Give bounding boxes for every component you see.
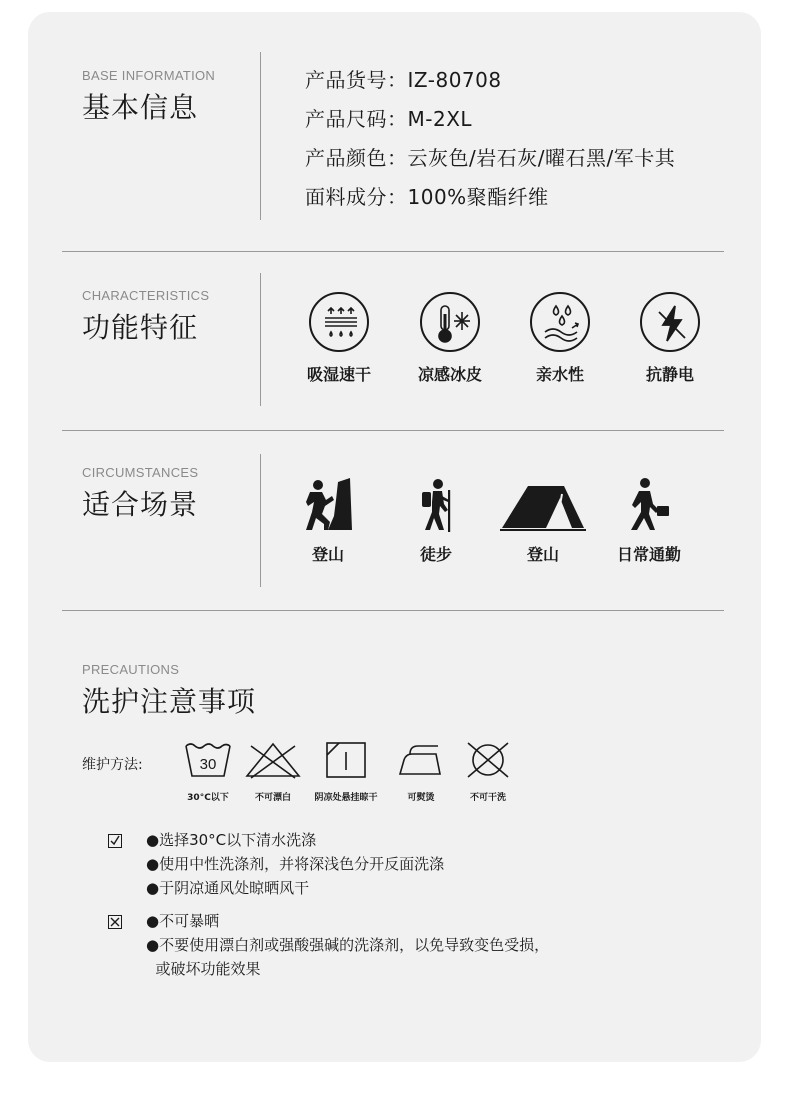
commuter-icon bbox=[619, 476, 679, 534]
feature-anti-static bbox=[620, 292, 720, 385]
hiker-icon bbox=[406, 476, 466, 534]
feature-hydrophilic bbox=[510, 292, 610, 385]
feature-label: 抗静电 bbox=[645, 365, 694, 384]
scene-label: 登山 bbox=[526, 545, 559, 564]
care-method-label: 维护方法: bbox=[82, 757, 143, 773]
care-caption: 不可漂白 bbox=[254, 793, 291, 803]
no-bleach-icon bbox=[243, 740, 303, 780]
care-do-item: ●使用中性洗涤剂，并将深浅色分开反面洗涤 bbox=[146, 855, 445, 873]
care-dont-item: ●不可暴晒 bbox=[146, 912, 220, 930]
basic-divider bbox=[260, 52, 261, 220]
scene-climbing bbox=[273, 476, 383, 565]
hydrophilic-drops-icon bbox=[532, 294, 592, 354]
scene-camping bbox=[488, 476, 598, 565]
anti-static-bolt-icon bbox=[642, 294, 702, 354]
care-no-dry-clean bbox=[448, 740, 528, 803]
care-caption: 阴凉处悬挂晾干 bbox=[314, 793, 378, 803]
iron-icon bbox=[396, 740, 446, 780]
feature-label: 亲水性 bbox=[535, 365, 584, 384]
care-line-dry-shade bbox=[306, 740, 386, 803]
care-dont-item: ●不要使用漂白剂或强酸强碱的洗涤剂，以免导致变色受损， bbox=[146, 936, 550, 954]
features-title-cn: 功能特征 bbox=[82, 311, 199, 344]
cross-box-icon bbox=[108, 915, 122, 929]
care-caption: 30°C以下 bbox=[187, 793, 229, 803]
feature-label: 凉感冰皮 bbox=[417, 365, 482, 384]
section-separator bbox=[62, 251, 724, 252]
scene-hiking bbox=[381, 476, 491, 565]
basic-title-en: BASE INFORMATION bbox=[82, 68, 216, 83]
care-caption: 可熨烫 bbox=[407, 793, 435, 803]
info-row-fabric: 面料成分：100%聚酯纤维 bbox=[305, 185, 549, 209]
feature-label: 吸湿速干 bbox=[306, 365, 371, 384]
wash-30-icon bbox=[183, 740, 233, 780]
line-dry-shade-icon bbox=[324, 740, 368, 780]
scene-label: 登山 bbox=[311, 545, 344, 564]
features-divider bbox=[260, 273, 261, 406]
check-box-icon bbox=[108, 834, 122, 848]
scene-commute bbox=[594, 476, 704, 565]
feature-moisture-wicking bbox=[289, 292, 389, 385]
care-caption: 不可干洗 bbox=[469, 793, 506, 803]
section-separator bbox=[62, 430, 724, 431]
info-row-sku: 产品货号：IZ-80708 bbox=[305, 68, 502, 92]
cooling-thermometer-icon bbox=[422, 294, 482, 354]
no-dry-clean-icon bbox=[460, 740, 516, 780]
care-do-item: ●选择30°C以下清水洗涤 bbox=[146, 831, 317, 849]
scenes-title-en: CIRCUMSTANCES bbox=[82, 465, 199, 480]
scene-label: 徒步 bbox=[419, 545, 452, 564]
info-row-size: 产品尺码：M-2XL bbox=[305, 107, 473, 131]
basic-title-cn: 基本信息 bbox=[82, 91, 199, 124]
features-title-en: CHARACTERISTICS bbox=[82, 288, 210, 303]
moisture-wicking-icon bbox=[311, 294, 371, 354]
care-title-en: PRECAUTIONS bbox=[82, 662, 180, 677]
care-dont-item: 或破坏功能效果 bbox=[146, 960, 261, 978]
scenes-title-cn: 适合场景 bbox=[82, 488, 199, 521]
care-do-item: ●于阴凉通风处晾晒风干 bbox=[146, 879, 310, 897]
scene-label: 日常通勤 bbox=[616, 545, 681, 564]
climber-icon bbox=[298, 476, 358, 534]
scenes-divider bbox=[260, 454, 261, 587]
tent-icon bbox=[498, 476, 588, 534]
feature-cooling bbox=[400, 292, 500, 385]
care-no-bleach bbox=[233, 740, 313, 803]
info-row-color: 产品颜色：云灰色/岩石灰/曜石黑/军卡其 bbox=[305, 146, 676, 170]
wash-temp-text: 30 bbox=[199, 756, 217, 773]
care-title-cn: 洗护注意事项 bbox=[82, 685, 257, 718]
section-separator bbox=[62, 610, 724, 611]
